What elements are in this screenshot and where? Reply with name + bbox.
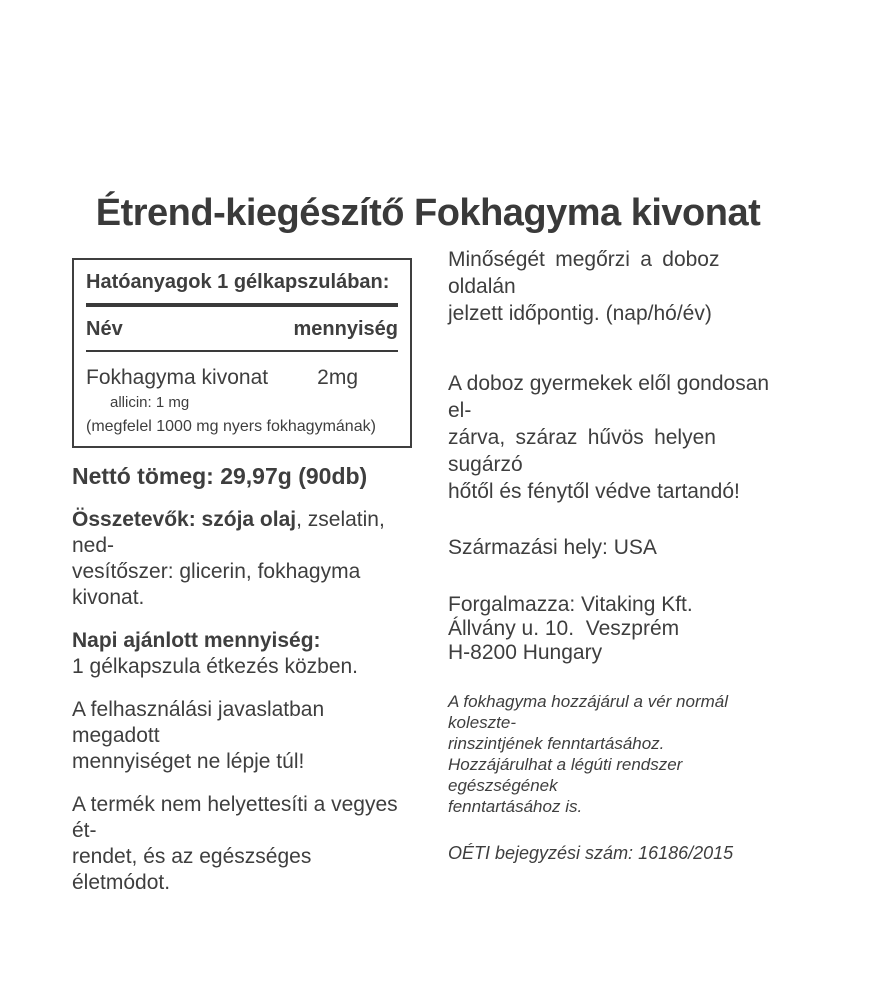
overdose-warning-line-2: mennyiséget ne lépje túl! <box>72 750 305 773</box>
ingredients-line-2: vesítőszer: glicerin, fokhagyma kivonat. <box>72 560 367 609</box>
ingredients-box-header: Hatóanyagok 1 gélkapszulában: <box>86 271 390 293</box>
ingredients-bold-part: Összetevők: szója olaj <box>72 508 297 531</box>
daily-dose-paragraph <box>72 628 414 680</box>
thin-divider <box>86 350 398 352</box>
health-claims-paragraph <box>448 691 793 817</box>
distributor-line-2: Állvány u. 10. Veszprém <box>448 617 680 640</box>
daily-dose-line: 1 gélkapszula étkezés közben. <box>72 655 359 678</box>
storage-paragraph <box>448 370 793 505</box>
distributor-paragraph <box>448 593 793 665</box>
storage-line-1: A doboz gyermekek elől gondosan el- <box>448 372 775 422</box>
storage-line-2: zárva, száraz hűvös helyen sugárzó <box>448 426 727 476</box>
daily-dose-heading: Napi ajánlott mennyiség: <box>72 629 321 652</box>
best-before-line-2: jelzett időpontig. (nap/hó/év) <box>448 302 712 325</box>
overdose-warning-paragraph <box>72 697 414 775</box>
ingredients-rest: , zselatin, ned- <box>72 508 391 557</box>
ingredients-line-1 <box>72 507 414 559</box>
best-before-line-1: Minőségét megőrzi a doboz oldalán <box>448 248 730 298</box>
ingredient-sub-row: allicin: 1 mg <box>110 394 190 411</box>
table-row <box>86 366 398 390</box>
diet-note-paragraph <box>72 792 414 896</box>
product-title: Étrend-kiegészítő Fokhagyma kivonat <box>95 192 761 234</box>
best-before-paragraph <box>448 246 793 327</box>
diet-note-line-2: rendet, és az egészséges életmódot. <box>72 845 318 894</box>
distributor-line-1: Forgalmazza: Vitaking Kft. <box>448 593 693 616</box>
active-ingredients-box <box>72 258 412 448</box>
health-claims-line-1: A fokhagyma hozzájárul a vér normál koleszte- <box>448 692 733 732</box>
registration-number: OÉTI bejegyzési szám: 16186/2015 <box>448 843 734 863</box>
ingredient-name: Fokhagyma kivonat <box>86 366 269 389</box>
equivalence-note: (megfelel 1000 mg nyers fokhagymának) <box>86 418 376 435</box>
right-column <box>448 246 793 867</box>
diet-note-line-1: A termék nem helyettesíti a vegyes ét- <box>72 793 404 842</box>
column-header-amount: mennyiség <box>293 318 398 340</box>
net-weight: Nettó tömeg: 29,97g (90db) <box>72 463 368 489</box>
origin: Származási hely: USA <box>448 536 657 559</box>
distributor-line-3: H-8200 Hungary <box>448 641 603 664</box>
ingredient-amount: 2mg <box>317 366 358 389</box>
health-claims-line-2: rinszintjének fenntartásához. <box>448 734 665 753</box>
ingredients-paragraph <box>72 507 414 611</box>
storage-line-3: hőtől és fénytől védve tartandó! <box>448 480 740 503</box>
health-claims-line-3: Hozzájárulhat a légúti rendszer egészségének <box>448 755 688 795</box>
ingredients-table-header <box>86 318 398 341</box>
column-header-name: Név <box>86 318 123 340</box>
health-claims-line-4: fenntartásához is. <box>448 797 583 816</box>
left-column <box>72 258 414 896</box>
overdose-warning-line-1: A felhasználási javaslatban megadott <box>72 698 331 747</box>
thick-divider <box>86 303 398 307</box>
